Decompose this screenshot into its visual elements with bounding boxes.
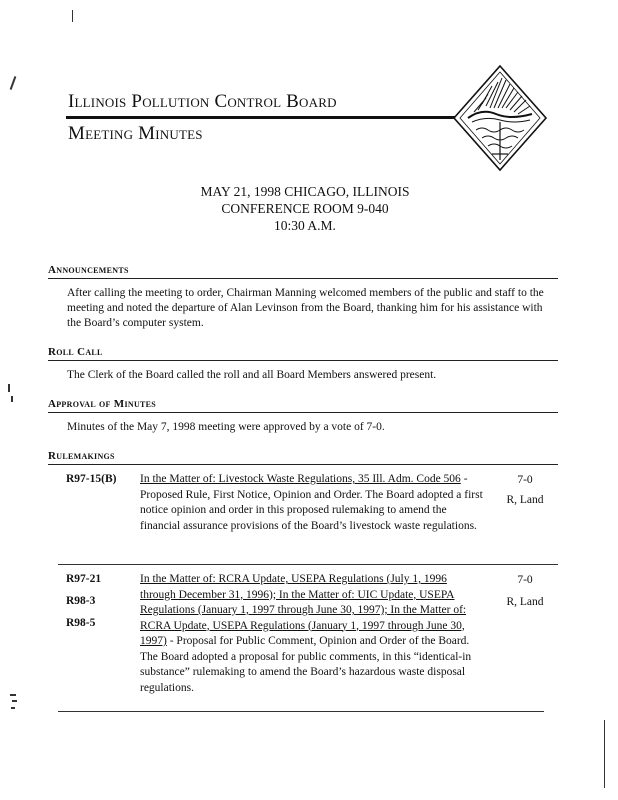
item-divider	[58, 564, 558, 565]
item-divider	[58, 711, 544, 712]
meeting-details	[150, 183, 460, 234]
scan-mark	[72, 10, 73, 22]
scan-mark	[604, 720, 605, 788]
vote-count: 7-0	[517, 474, 533, 486]
announcements-rule	[48, 278, 558, 279]
meeting-date-location: MAY 21, 1998 CHICAGO, ILLINOIS	[200, 184, 410, 199]
rulemaking-item-title: In the Matter of: RCRA Update, USEPA Regulations (July 1, 1996 through December 31, 1996); In the Matter of: UIC Update, USEPA Regulations (January 1, 1997 through June 30, 1997); In the Matter of: RCRA Update, USEPA Regulations (January 1, 1997 through June 30, 1997)	[140, 573, 467, 647]
docket-number: R98-3	[66, 595, 96, 607]
rulemaking-item-text	[140, 572, 485, 696]
scan-mark	[11, 396, 13, 402]
rulemaking-item-description: - Proposal for Public Comment, Opinion and Order of the Board. The Board adopted a proposal for public comments, in this “identical-in substance” rulemaking to amend the Board’s hazardous waste disposal regulations.	[140, 635, 472, 694]
roll-call-heading: Roll Call	[48, 346, 103, 358]
org-title: Illinois Pollution Control Board	[68, 91, 337, 112]
vote-category: R, Land	[506, 494, 544, 506]
scan-mark	[10, 694, 16, 696]
docket-number: R97-15(B)	[66, 473, 117, 485]
approval-rule	[48, 412, 558, 413]
scan-mark	[12, 700, 17, 702]
announcements-heading: Announcements	[48, 264, 129, 276]
docket-number: R98-5	[66, 617, 96, 629]
vote-category: R, Land	[506, 596, 544, 608]
scan-mark	[10, 76, 17, 90]
docket-number: R97-21	[66, 573, 102, 585]
title-rule	[66, 116, 466, 119]
rulemaking-item-description: - Proposed Rule, First Notice, Opinion and Order. The Board adopted a first notice opinion and order in this proposed rulemaking to amend the financial assurance provisions of the Board’s livestock waste regulations.	[140, 473, 483, 532]
doc-title: Meeting Minutes	[68, 123, 203, 144]
meeting-room: CONFERENCE ROOM 9-040	[221, 201, 389, 216]
approval-heading: Approval of Minutes	[48, 398, 157, 410]
scan-mark	[11, 707, 15, 709]
rulemakings-heading: Rulemakings	[48, 450, 115, 462]
roll-call-rule	[48, 360, 558, 361]
rulemaking-item-text	[140, 472, 485, 534]
roll-call-text: The Clerk of the Board called the roll and all Board Members answered present.	[67, 369, 437, 381]
board-seal-logo	[452, 64, 548, 172]
rulemakings-rule	[48, 464, 558, 465]
meeting-time: 10:30 A.M.	[274, 218, 336, 233]
vote-count: 7-0	[517, 574, 533, 586]
announcements-text: After calling the meeting to order, Chairman Manning welcomed members of the public and staff to the meeting and noted the departure of Alan Levinson from the Board, thanking him for his assistance with the Board’s computer system.	[67, 287, 544, 329]
approval-text: Minutes of the May 7, 1998 meeting were approved by a vote of 7-0.	[67, 421, 385, 433]
rulemaking-item-title: In the Matter of: Livestock Waste Regulations, 35 Ill. Adm. Code 506	[140, 473, 461, 485]
scan-mark	[8, 384, 10, 392]
